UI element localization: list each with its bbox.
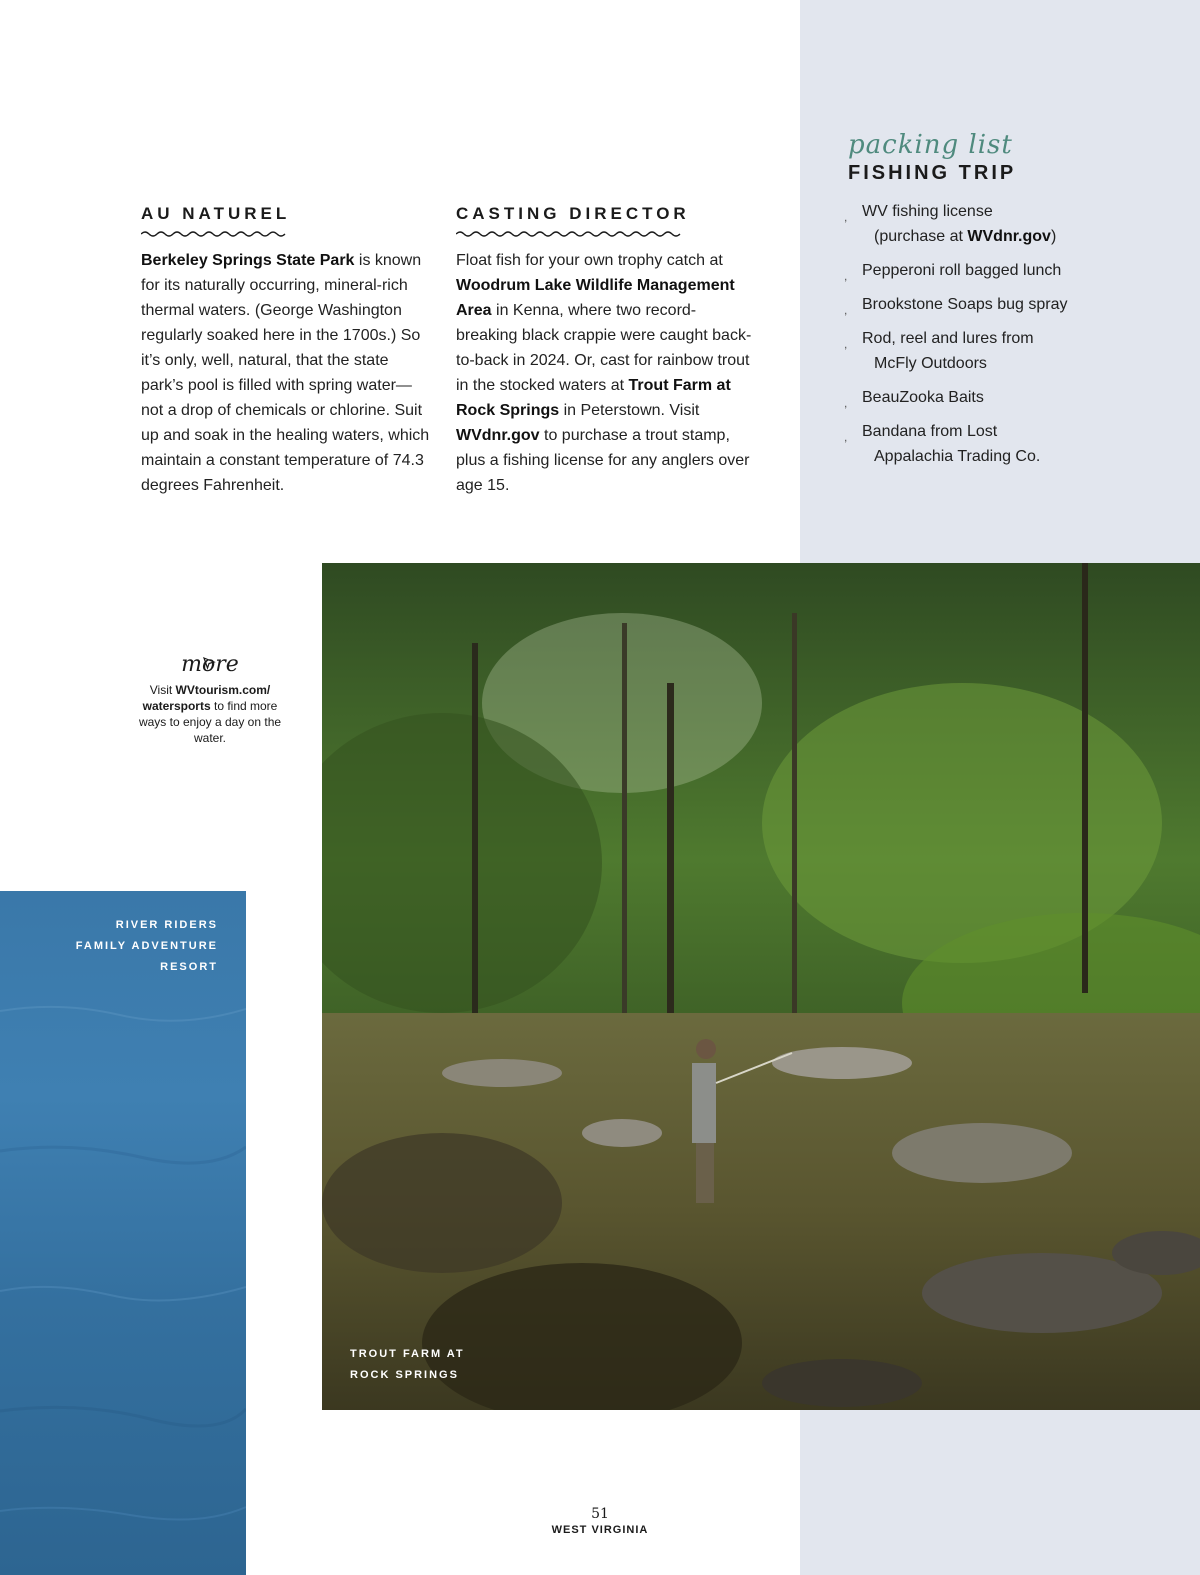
- page-footer: [0, 1506, 1200, 1536]
- list-item: , Brookstone Soaps bug spray: [848, 292, 1178, 317]
- wvtourism-link[interactable]: WVtourism.com/ watersports: [142, 683, 271, 713]
- packing-list: [844, 130, 1178, 478]
- list-item: , Rod, reel and lures from McFly Outdoors: [844, 330, 1034, 372]
- bullet-icon: ,: [844, 430, 848, 444]
- publication-name: WEST VIRGINIA: [551, 1524, 649, 1536]
- trout-farm-photo: [322, 563, 1200, 1410]
- list-item: , Pepperoni roll bagged lunch: [848, 258, 1178, 283]
- water-ripples: [0, 891, 246, 1575]
- bullet-icon: ,: [844, 269, 848, 283]
- cursor-arrow-icon: [202, 656, 216, 670]
- bullet-icon: ,: [844, 303, 848, 317]
- packing-list-title: FISHING TRIP: [848, 162, 1017, 184]
- page-number: 51: [591, 1506, 609, 1522]
- berkeley-springs-link: Berkeley Springs State Park: [141, 252, 355, 269]
- water-photo-caption: RIVER RIDERS FAMILY ADVENTURE RESORT: [75, 919, 218, 973]
- stream-scene: [322, 563, 1200, 1410]
- list-item: , WV fishing license (purchase at WVdnr.gov): [844, 203, 1057, 245]
- section-au-naturel: [141, 204, 431, 498]
- more-text: Visit WVtourism.com/ watersports to find more ways to enjoy a day on the water.: [138, 683, 282, 745]
- water-photo: [0, 891, 246, 1575]
- packing-list-script: packing list: [848, 130, 1013, 160]
- section-casting-director: [456, 204, 756, 498]
- section-heading: AU NATUREL: [141, 204, 291, 223]
- list-item: , Bandana from Lost Appalachia Trading Co.: [844, 423, 1041, 465]
- bullet-icon: ,: [844, 337, 848, 351]
- section-heading: CASTING DIRECTOR: [456, 204, 690, 223]
- section-body: Berkeley Springs State Park is known for its naturally occurring, mineral-rich thermal waters. (George Washington regularly soaked here in the 1700s.) So it’s only, well, natural, that the state park’s pool is filled with spring water—not a drop of chemicals or chlorine. Suit up and soak in the healing waters, which maintain a constant temperature of 74.3 degrees Fahrenheit.: [141, 252, 430, 494]
- sidebar-background-bottom: [800, 1410, 1200, 1575]
- wvdnr-link: WVdnr.gov: [456, 427, 540, 444]
- section-body: Float fish for your own trophy catch at Woodrum Lake Wildlife Management Area in Kenna, where two record-breaking black crappie were caught back-to-back in 2024. Or, cast for rainbow trout in the stocked waters at Trout Farm at Rock Springs in Peterstown. Visit WVdnr.gov to purchase a trout stamp, plus a fishing license for any anglers over age 15.: [456, 252, 752, 494]
- bullet-icon: ,: [844, 396, 848, 410]
- photo-caption: TROUT FARM AT ROCK SPRINGS: [350, 1348, 465, 1381]
- list-item: , BeauZooka Baits: [848, 385, 1178, 410]
- bullet-icon: ,: [844, 210, 848, 224]
- squiggle-divider-icon: [456, 230, 686, 238]
- squiggle-divider-icon: [141, 230, 287, 238]
- more-callout: [130, 652, 290, 746]
- more-script: more: [181, 652, 239, 677]
- packing-items: [844, 199, 1178, 469]
